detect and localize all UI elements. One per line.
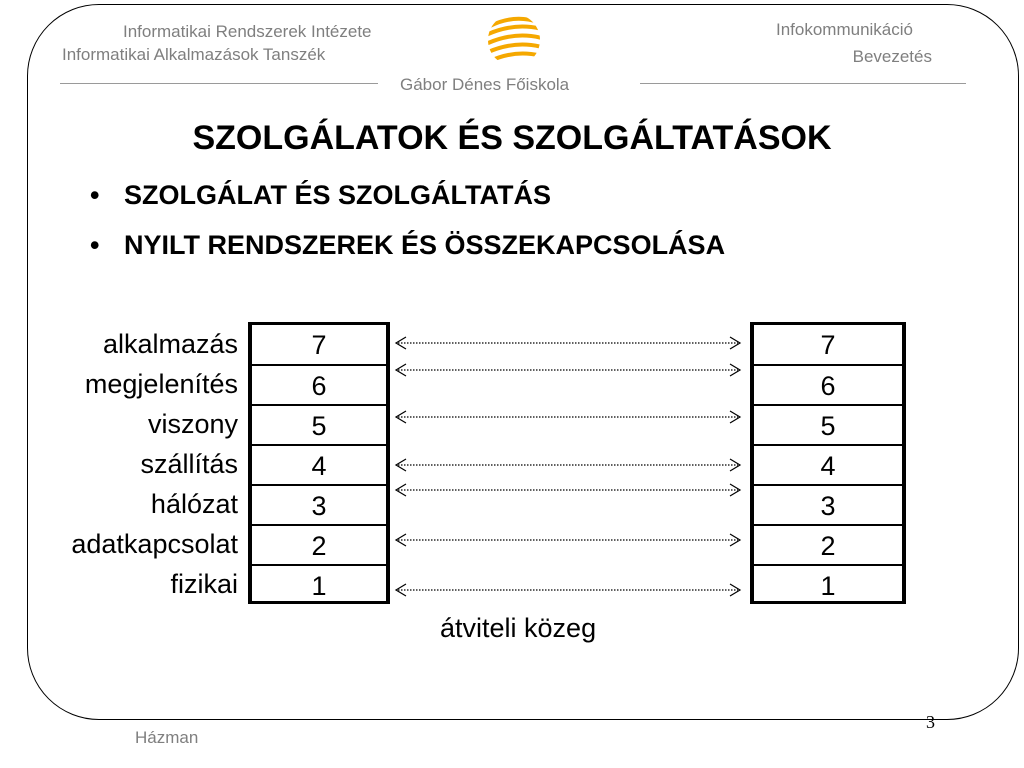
layer-cell: 3 [754, 484, 902, 524]
peer-arrow-layer-3 [396, 484, 740, 496]
peer-arrow-layer-1 [396, 584, 740, 596]
course-subtitle: Bevezetés [852, 47, 932, 66]
layer-name: fizikai [170, 569, 238, 599]
layer-cell: 5 [754, 404, 902, 444]
bullet-text: NYILT RENDSZEREK ÉS ÖSSZEKAPCSOLÁSA [124, 230, 726, 260]
transmission-medium-label: átviteli közeg [440, 613, 597, 643]
department-name: Informatikai Alkalmazások Tanszék [62, 45, 326, 64]
layer-name: adatkapcsolat [71, 529, 238, 559]
layer-cell: 6 [754, 364, 902, 404]
layer-name: viszony [147, 409, 238, 439]
author-footer: Házman [135, 728, 199, 747]
layer-cell: 5 [252, 404, 386, 444]
peer-arrow-layer-7 [396, 337, 740, 349]
page-number: 3 [926, 712, 935, 732]
peer-arrow-layer-4 [396, 459, 740, 471]
slide-title: SZOLGÁLATOK ÉS SZOLGÁLTATÁSOK [192, 119, 832, 157]
layer-cell: 4 [754, 444, 902, 484]
peer-arrow-layer-5 [396, 411, 740, 423]
bullet-dot-icon: • [90, 180, 100, 210]
institute-name: Informatikai Rendszerek Intézete [123, 22, 372, 41]
layer-cell: 3 [252, 484, 386, 524]
layer-cell: 2 [252, 524, 386, 564]
layer-name: szállítás [140, 449, 238, 479]
layer-cell: 1 [754, 564, 902, 604]
school-name: Gábor Dénes Főiskola [400, 75, 570, 94]
layer-cell: 4 [252, 444, 386, 484]
layer-cell: 6 [252, 364, 386, 404]
layer-cell: 2 [754, 524, 902, 564]
peer-arrow-layer-6 [396, 364, 740, 376]
bullet-dot-icon: • [90, 230, 100, 260]
layer-cell: 1 [252, 564, 386, 604]
layer-cell: 7 [820, 330, 836, 360]
layer-name: megjelenítés [84, 369, 238, 399]
peer-arrow-layer-2 [396, 534, 740, 546]
layer-name: alkalmazás [102, 329, 238, 359]
course-name: Infokommunikáció [775, 20, 913, 39]
bullet-text: SZOLGÁLAT ÉS SZOLGÁLTATÁS [124, 180, 551, 210]
layer-cell: 7 [311, 330, 327, 360]
layer-name: hálózat [150, 489, 238, 519]
